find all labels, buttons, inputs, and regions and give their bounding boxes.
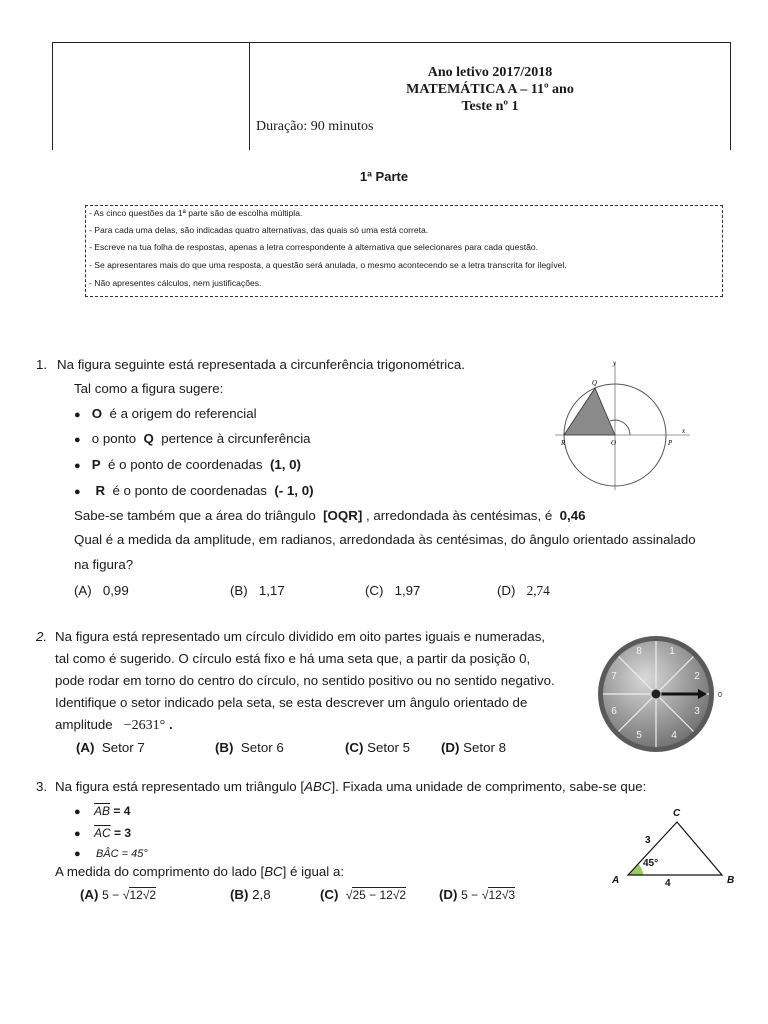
- sector-1-label: 1: [669, 646, 675, 657]
- test-title: Teste nº 1: [461, 99, 519, 114]
- label-o: O: [611, 439, 617, 447]
- q1-bullet-4: ● R é o ponto de coordenadas (- 1, 0): [74, 483, 314, 498]
- q1-option-d[interactable]: (D) 2,74: [497, 583, 550, 598]
- sector-2-label: 2: [694, 671, 700, 682]
- q1-bullet-3: ● P é o ponto de coordenadas (1, 0): [74, 457, 301, 472]
- sector-wheel-figure: [596, 632, 726, 756]
- q3-given-ac: ● $\overline{AC} = 3$: [74, 826, 132, 840]
- q1-intro: Na figura seguinte está representada a circunferência trigonométrica.: [57, 357, 465, 372]
- q1-number: 1.: [36, 357, 48, 372]
- header-left-border: [52, 42, 53, 150]
- q2-number: 2.: [36, 629, 48, 644]
- q3-given-angle: ● BÂC = 45°: [74, 848, 148, 860]
- label-x: x: [682, 427, 686, 435]
- q2-option-c[interactable]: (C) Setor 5: [345, 740, 411, 755]
- vertex-b-label: B: [727, 875, 735, 886]
- instruction-line: - As cinco questões da 1ª parte são de escolha múltipla.: [89, 208, 303, 218]
- part-title: 1ª Parte: [359, 169, 409, 184]
- q3-number: 3.: [36, 779, 48, 794]
- label-q: Q: [592, 379, 598, 387]
- q3-given-ab: ● $\overline{AB} = 4$: [74, 804, 131, 818]
- q1-option-a[interactable]: (A) 0,99: [74, 583, 129, 598]
- zero-position-label: 0: [718, 692, 722, 699]
- q3-option-d[interactable]: (D) 5 − √12√3: [439, 887, 516, 902]
- sector-3-label: 3: [694, 706, 700, 717]
- q3-option-c[interactable]: (C) √25 − 12√2: [320, 887, 407, 902]
- q2-option-b[interactable]: (B) Setor 6: [215, 740, 284, 755]
- q1-question-line-2: na figura?: [74, 557, 134, 572]
- vertex-c-label: C: [673, 808, 681, 819]
- label-y: y: [613, 359, 617, 367]
- label-p: P: [668, 439, 673, 447]
- label-r: R: [561, 439, 566, 447]
- q2-line-3: pode rodar em torno do centro do círculo, no sentido positivo ou no sentido negativo.: [55, 673, 555, 688]
- q3-option-b[interactable]: (B) 2,8: [230, 887, 271, 902]
- wheel-center: [651, 689, 661, 699]
- q2-option-a[interactable]: (A) Setor 7: [76, 740, 145, 755]
- duration: Duração: 90 minutos: [256, 119, 374, 134]
- sector-6-label: 6: [611, 706, 617, 717]
- instruction-line: - Para cada uma delas, são indicadas quatro alternativas, das quais só uma está correta.: [89, 225, 429, 235]
- side-ac-length: 3: [645, 835, 651, 846]
- side-ab-length: 4: [665, 878, 671, 888]
- q2-line-4: Identifique o setor indicado pela seta, se esta descrever um ângulo orientado de: [55, 695, 528, 710]
- angle-a-value: 45°: [643, 858, 659, 869]
- q1-area: Sabe-se também que a área do triângulo [OQR] , arredondada às centésimas, é 0,46: [74, 508, 586, 523]
- instruction-line: - Se apresentares mais do que uma resposta, a questão será anulada, o mesmo acontecendo se a letra transcrita for ilegível.: [89, 260, 567, 270]
- instruction-line: - Escreve na tua folha de respostas, apenas a letra correspondente à alternativa que selecionares para cada questão.: [89, 242, 539, 252]
- q3-ask: A medida do comprimento do lado [BC] é igual a:: [55, 864, 345, 879]
- q3-intro: Na figura está representado um triângulo [ABC]. Fixada uma unidade de comprimento, sabe-se que:: [55, 779, 647, 794]
- instruction-line: - Não apresentes cálculos, nem justificações.: [89, 278, 262, 288]
- q1-lead: Tal como a figura sugere:: [74, 381, 224, 396]
- header-top-border: [52, 42, 731, 43]
- q1-bullet-1: ● O é a origem do referencial: [74, 406, 257, 421]
- unit-circle-figure: [550, 355, 700, 495]
- q2-line-1: Na figura está representado um círculo dividido em oito partes iguais e numeradas,: [55, 629, 546, 644]
- sector-7-label: 7: [611, 671, 617, 682]
- triangle-abc-figure: [605, 803, 745, 888]
- q3-option-a[interactable]: (A) 5 − √12√2: [80, 887, 157, 902]
- q1-option-c[interactable]: (C) 1,97: [365, 583, 421, 598]
- q1-bullet-2: ● o ponto Q pertence à circunferência: [74, 431, 311, 446]
- q2-line-2: tal como é sugerido. O círculo está fixo e há uma seta que, a partir da posição 0,: [55, 651, 531, 666]
- sector-5-label: 5: [636, 730, 642, 741]
- q1-option-b[interactable]: (B) 1,17: [230, 583, 285, 598]
- triangle-oqr: [564, 388, 615, 435]
- header-right-border: [730, 42, 731, 150]
- q2-line-5: amplitude −2631° .: [55, 717, 173, 733]
- instructions-box: [85, 205, 723, 297]
- q2-option-d[interactable]: (D) Setor 8: [441, 740, 507, 755]
- subject-title: MATEMÁTICA A – 11º ano: [406, 82, 574, 97]
- q1-question-line-1: Qual é a medida da amplitude, em radianos, arredondada às centésimas, do ângulo orientado assinalado: [74, 532, 696, 547]
- vertex-a-label: A: [612, 875, 620, 886]
- school-year: Ano letivo 2017/2018: [427, 65, 553, 80]
- sector-8-label: 8: [636, 646, 642, 657]
- sector-4-label: 4: [671, 730, 677, 741]
